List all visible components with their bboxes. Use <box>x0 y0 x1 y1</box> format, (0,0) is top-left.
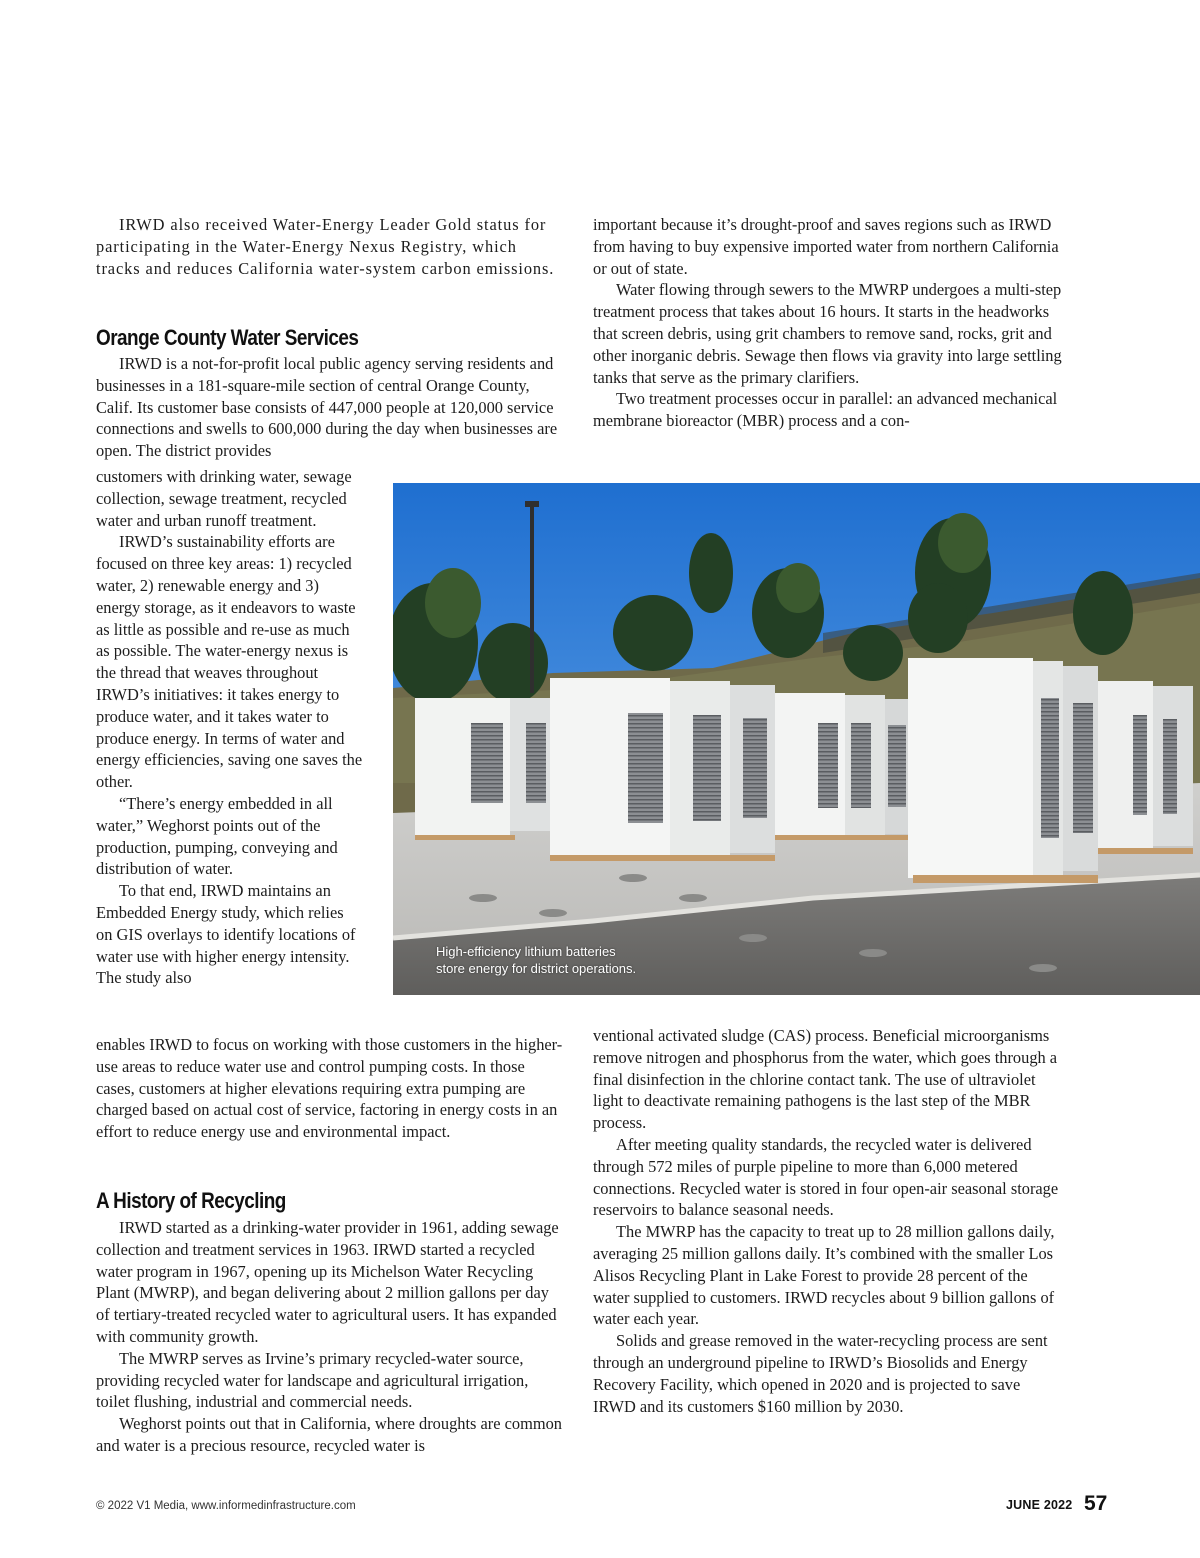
footer-date: JUNE 2022 <box>1006 1498 1073 1512</box>
caption-line-2: store energy for district operations. <box>436 961 637 976</box>
battery-photo <box>393 483 1200 995</box>
section1-paragraph-4-continued: enables IRWD to focus on working with those customers in the higher-use areas to reduce water use and control pumping costs. In those cases, customers at higher elevations requiring extra pumping are charged based on actual cost of service, factoring in energy costs in an effort to reduce energy use and environmental impact. <box>96 1035 563 1142</box>
section1-narrow-block <box>96 466 364 989</box>
section2-block <box>96 1217 566 1457</box>
section2-paragraph-3: Weghorst points out that in California, where droughts are common and water is a precious resource, recycled water is <box>96 1414 562 1455</box>
page-number: 57 <box>1084 1492 1108 1515</box>
section1-paragraph-1-continued: customers with drinking water, sewage collection, sewage treatment, recycled water and urban runoff treatment. <box>96 467 352 530</box>
intro-paragraph: IRWD also received Water-Energy Leader Gold status for participating in the Water-Energy Nexus Registry, which tracks and reduces California water-system carbon emissions. <box>96 215 555 278</box>
section2-paragraph-1: IRWD started as a drinking-water provider in 1961, adding sewage collection and treatment services in 1963. IRWD started a recycled water program in 1967, opening up its Michelson Water Recycling Plant (MWRP), and began delivering about 2 million gallons per day of tertiary-treated recycled water to agricultural users. It has expanded with community growth. <box>96 1218 559 1346</box>
right-paragraph-7: Solids and grease removed in the water-recycling process are sent through an underground pipeline to IRWD’s Biosolids and Energy Recovery Facility, which opened in 2020 and is projected to save IRWD and its customers $160 million by 2030. <box>593 1331 1048 1416</box>
section-heading-orange-county: Orange County Water Services <box>96 325 359 350</box>
section1-paragraph-4: To that end, IRWD maintains an Embedded Energy study, which relies on GIS overlays to identify locations of water use with higher energy intensity. The study also <box>96 881 356 988</box>
section-heading-history: A History of Recycling <box>96 1188 286 1213</box>
section1-paragraph-3: “There’s energy embedded in all water,” Weghorst points out of the production, pumping, conveying and distribution of water. <box>96 793 338 879</box>
caption-line-1: High-efficiency lithium batteries <box>436 944 616 959</box>
section1-wide-block-2 <box>96 1034 566 1143</box>
section1-paragraph-1: IRWD is a not-for-profit local public agency serving residents and businesses in a 181-square-mile section of central Orange County, Calif. Its customer base consists of 447,000 people at 120,000 service connections and swells to 600,000 during the day when businesses are open. The district provides <box>96 354 558 461</box>
footer-copyright: © 2022 V1 Media, www.informedinfrastructure.com <box>96 1500 356 1512</box>
right-top-block <box>593 214 1063 432</box>
right-paragraph-1: important because it’s drought-proof and saves regions such as IRWD from having to buy expensive imported water from northern California or out of state. <box>593 215 1059 278</box>
right-paragraph-3: Two treatment processes occur in parallel: an advanced mechanical membrane bioreactor (MBR) process and a con- <box>593 389 1058 431</box>
right-bottom-block <box>593 1025 1063 1417</box>
right-paragraph-6: The MWRP has the capacity to treat up to 28 million gallons daily, averaging 25 million gallons daily. It’s combined with the smaller Los Alisos Recycling Plant in Lake Forest to provide 28 percent of the water supplied to customers. IRWD recycles about 9 billion gallons of water each year. <box>593 1222 1055 1329</box>
photo-caption <box>436 943 676 977</box>
right-paragraph-2: Water flowing through sewers to the MWRP undergoes a multi-step treatment process that takes about 16 hours. It starts in the headworks that screen debris, using grit chambers to remove sand, rocks, grit and other inorganic debris. Sewage then flows via gravity into large settling tanks that serve as the primary clarifiers. <box>593 280 1062 387</box>
section1-paragraph-2: IRWD’s sustainability efforts are focused on three key areas: 1) recycled water, 2) renewable energy and 3) energy storage, as it endeavors to waste as little as possible and re-use as much as possible. The water-energy nexus is the thread that weaves throughout IRWD’s initiatives: it takes energy to produce water, and it takes water to produce energy. In terms of water and energy efficiencies, saving one saves the other. <box>96 532 363 792</box>
right-paragraph-5: After meeting quality standards, the recycled water is delivered through 572 miles of purple pipeline to more than 6,000 metered connections. Recycled water is stored in four open-air seasonal storage reservoirs to balance seasonal needs. <box>593 1134 1059 1220</box>
right-paragraph-4: ventional activated sludge (CAS) process. Beneficial microorganisms remove nitrogen and phosphorus from the water, which goes through a final disinfection in the chlorine contact tank. The use of ultraviolet light to deactivate remaining pathogens is the last step of the MBR process. <box>593 1026 1058 1133</box>
intro-block <box>96 214 566 279</box>
section1-wide-block <box>96 353 566 462</box>
section2-paragraph-2: The MWRP serves as Irvine’s primary recycled-water source, providing recycled water for landscape and agricultural irrigation, toilet flushing, industrial and commercial needs. <box>96 1348 529 1412</box>
